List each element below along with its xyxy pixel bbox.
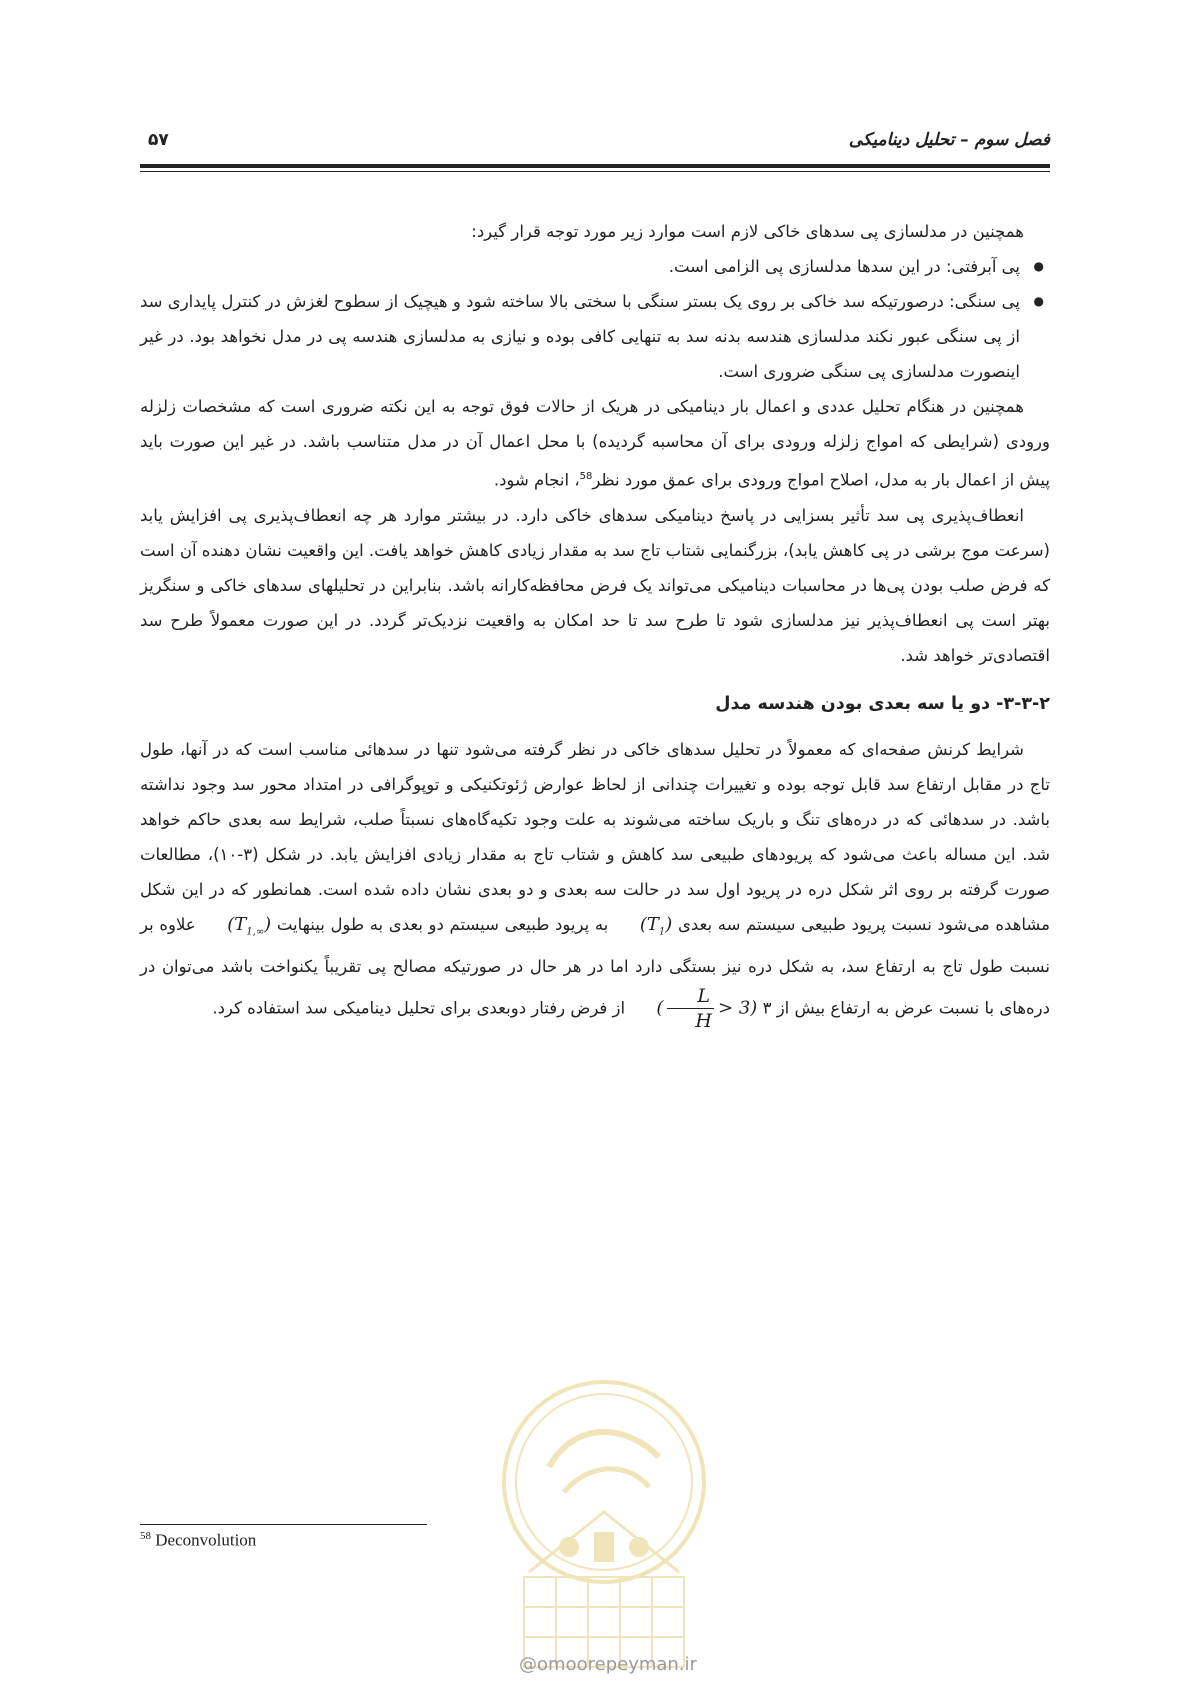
formula-l-over-h: ( $\frac{L}{H}$ > 3) — [656, 985, 758, 1033]
paragraph-text: همچنین در هنگام تحلیل عددی و اعمال بار دینامیکی در هریک از حالات فوق توجه به این نکته ضروری است که مشخصات زلزله ورودی (شرایطی که امواج زلزله ورودی برای آن محاسبه گردیده) با محل اعمال آن در مدل متناسب باشد. در غیر این صورت باید پیش از اعمال بار به مدل، اصلاح امواج ورودی برای عمق مورد نظر — [140, 397, 1050, 490]
watermark-logo-icon — [454, 1362, 754, 1692]
paragraph-plane-strain — [140, 732, 1050, 1034]
intro-paragraph: همچنین در مدلسازی پی سدهای خاکی لازم است موارد زیر مورد توجه قرار گیرد: — [471, 222, 1024, 241]
footnote-reference[interactable]: 58 — [579, 471, 593, 482]
paragraph-text: علاوه بر نسبت طول تاج به ارتفاع سد، به شکل دره نیز بستگی دارد اما در هر حال در صورتیکه مصالح پی تقریباً یکنواخت باشد می‌توان در دره‌های با نسبت عرض به ارتفاع بیش از ۳ — [140, 914, 1050, 1018]
bullet-item-rock: ● پی سنگی: درصورتیکه سد خاکی بر روی یک بستر سنگی با سختی بالا ساخته شود و هیچیک از سطوح لغزش در کنترل پایداری سد از پی سنگی عبور نکند مدلسازی هندسه بدنه سد به تنهایی کافی بوده و نیازی به مدلسازی هندسه پی در مدل نخواهد بود. در غیر اینصورت مدلسازی پی سنگی ضروری است. — [140, 284, 1020, 389]
bullet-list — [140, 249, 1050, 389]
paragraph-foundation-flexibility: انعطاف‌پذیری پی سد تأثیر بسزایی در پاسخ دینامیکی سدهای خاکی دارد. در بیشتر موارد هر چه انعطاف‌پذیری پی افزایش یابد (سرعت موج برشی در پی کاهش یابد)، بزرگنمایی شتاب تاج سد به مقدار زیادی کاهش خواهد یافت. این واقعیت نشان دهنده آن است که فرض صلب بودن پی‌ها در محاسبات دینامیکی می‌تواند یک فرض محافظه‌کارانه باشد. بنابراین در تحلیلهای سدهای خاکی و سنگریز بهتر است پی انعطاف‌پذیر نیز مدلسازی شود تا طرح سد تا حد امکان به واقعیت نزدیک‌تر گردد. در این صورت معمولاً طرح سد اقتصادی‌تر خواهد شد. — [140, 505, 1050, 665]
fraction-denominator: H — [695, 1010, 712, 1033]
fraction — [667, 984, 714, 1033]
watermark-text: @omoorepeyman.ir — [519, 1654, 697, 1675]
header-rule-thin — [140, 171, 1050, 172]
footnote — [140, 1530, 256, 1551]
footnote-number: 58 — [140, 1530, 151, 1542]
symbol-t1-infinity: $(T_{1,\infty})$ — [227, 913, 272, 938]
paragraph-text: شرایط کرنش صفحه‌ای که معمولاً در تحلیل سدهای خاکی در نظر گرفته می‌شود تنها در سدهائی مناسب است که در آنها، طول تاج در مقابل ارتفاع سد قابل توجه بوده و تغییرات چندانی از لحاظ عوارض ژئوتکنیکی و توپوگرافی در امتداد محور سد وجود نداشته باشد. در سدهائی که در دره‌های تنگ و باریک ساخته می‌شوند به علت وجود تکیه‌گاه‌های نسبتاً صلب، شرایط سه بعدی حاکم خواهد شد. این مساله باعث می‌شود که پریودهای طبیعی سد کاهش و شتاب تاج به مقدار زیادی افزایش یابد. در شکل (۳-۱۰)، مطالعات صورت گرفته بر روی اثر شکل دره در پریود اول سد در حالت سه بعدی و دو بعدی نشان داده شده است. همانطور که در این شکل مشاهده می‌شود نسبت پریود طبیعی سیستم سه بعدی — [140, 739, 1050, 934]
page-body — [140, 214, 1050, 1033]
bullet-item-alluvial: ● پی آبرفتی: در این سدها مدلسازی پی الزامی است. — [140, 249, 1020, 284]
symbol-t1: $(T_1)$ — [639, 913, 673, 938]
footnote-rule — [140, 1524, 427, 1525]
section-heading: ۳-۳-۲- دو یا سه بعدی بودن هندسه مدل — [715, 693, 1050, 714]
page-number: ۵۷ — [148, 130, 169, 150]
fraction-numerator: L — [667, 984, 714, 1009]
paragraph-text-end: ، انجام شود. — [493, 470, 580, 490]
footnote-text: Deconvolution — [151, 1530, 257, 1550]
paragraph-input-motion — [140, 389, 1050, 498]
paragraph-text: به پریود طبیعی سیستم دو بعدی به طول بینهایت — [271, 914, 614, 934]
paragraph-text-end: از فرض رفتار دوبعدی برای تحلیل دینامیکی سد استفاده کرد. — [212, 998, 626, 1018]
header-rule-thick — [140, 164, 1050, 168]
chapter-title: فصل سوم – تحلیل دینامیکی — [848, 130, 1050, 150]
